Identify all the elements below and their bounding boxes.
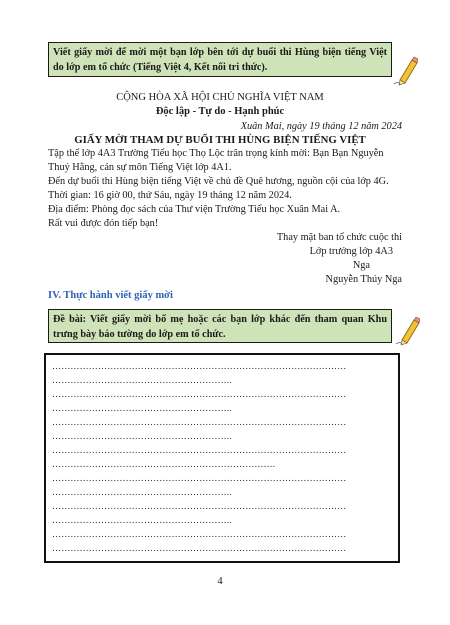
section-title: IV. Thực hành viết giấy mời	[48, 290, 173, 301]
invitation-line: Tập thể lớp 4A3 Trường Tiểu học Thọ Lộc trân trọng kính mời: Bạn Bạn Nguyễn	[48, 148, 384, 159]
task-prompt-1-text: Viết giấy mời để mời một bạn lớp bên tới dự buổi thi Hùng biện tiếng Việt do lớp em tổ chức (Tiếng Việt 4, Kết nối tri thức).	[53, 47, 387, 73]
signature-role: Thay mặt ban tổ chức cuộc thi	[276, 232, 402, 243]
invitation-time: Thời gian: 16 giờ 00, thứ Sáu, ngày 19 tháng 12 năm 2024.	[48, 190, 292, 201]
invitation-closing: Rất vui được đón tiếp bạn!	[48, 218, 159, 229]
writing-line[interactable]: ……………………………………………………………………………………	[52, 361, 347, 371]
writing-line[interactable]: ……………………………………………………………….	[52, 459, 276, 469]
answer-box[interactable]	[44, 353, 400, 563]
invitation-line: Thuý Hằng, cán sự môn Tiếng Việt lớp 4A1.	[48, 162, 232, 173]
pencil-icon	[394, 316, 420, 346]
task-prompt-2-text: Đề bài: Viết giấy mời bố mẹ hoặc các bạn lớp khác đến tham quan Khu trưng bày báo tường do lớp em tổ chức.	[53, 314, 387, 340]
invitation-line: Đến dự buổi thi Hùng biện tiếng Việt về chủ đề Quê hương, nguồn cội của lớp 4G.	[48, 176, 389, 187]
writing-line[interactable]: …………………………………………………..	[52, 403, 232, 413]
page-number: 4	[217, 576, 223, 587]
country-name: CỘNG HÒA XÃ HỘI CHỦ NGHĨA VIỆT NAM	[116, 92, 324, 103]
writing-line[interactable]: ……………………………………………………………………………………	[52, 389, 347, 399]
writing-line[interactable]: ……………………………………………………………………………………	[52, 529, 347, 539]
writing-line[interactable]: ……………………………………………………………………………………	[52, 501, 347, 511]
writing-line[interactable]: …………………………………………………..	[52, 487, 232, 497]
invitation-title: GIẤY MỜI THAM DỰ BUỔI THI HÙNG BIỆN TIẾNG VIỆT	[74, 134, 366, 146]
task-prompt-2	[48, 309, 392, 343]
writing-line[interactable]: …………………………………………………..	[52, 515, 232, 525]
signature-name: Nga	[352, 260, 370, 271]
national-motto: Độc lập - Tự do - Hạnh phúc	[155, 106, 285, 117]
writing-line[interactable]: …………………………………………………..	[52, 375, 232, 385]
writing-line[interactable]: ……………………………………………………………………………………	[52, 445, 347, 455]
writing-line[interactable]: ……………………………………………………………………………………	[52, 543, 347, 553]
writing-line[interactable]: …………………………………………………..	[52, 431, 232, 441]
writing-line[interactable]: ……………………………………………………………………………………	[52, 417, 347, 427]
writing-line[interactable]: ……………………………………………………………………………………	[52, 473, 347, 483]
signature-position: Lớp trưởng lớp 4A3	[309, 246, 393, 257]
signature-full-name: Nguyễn Thúy Nga	[325, 274, 402, 285]
pencil-icon	[392, 56, 418, 86]
place-date: Xuân Mai, ngày 19 tháng 12 năm 2024	[240, 121, 402, 132]
invitation-location: Địa điểm: Phòng đọc sách của Thư viện Trường Tiểu học Xuân Mai A.	[48, 204, 341, 215]
task-prompt-1	[48, 42, 392, 77]
